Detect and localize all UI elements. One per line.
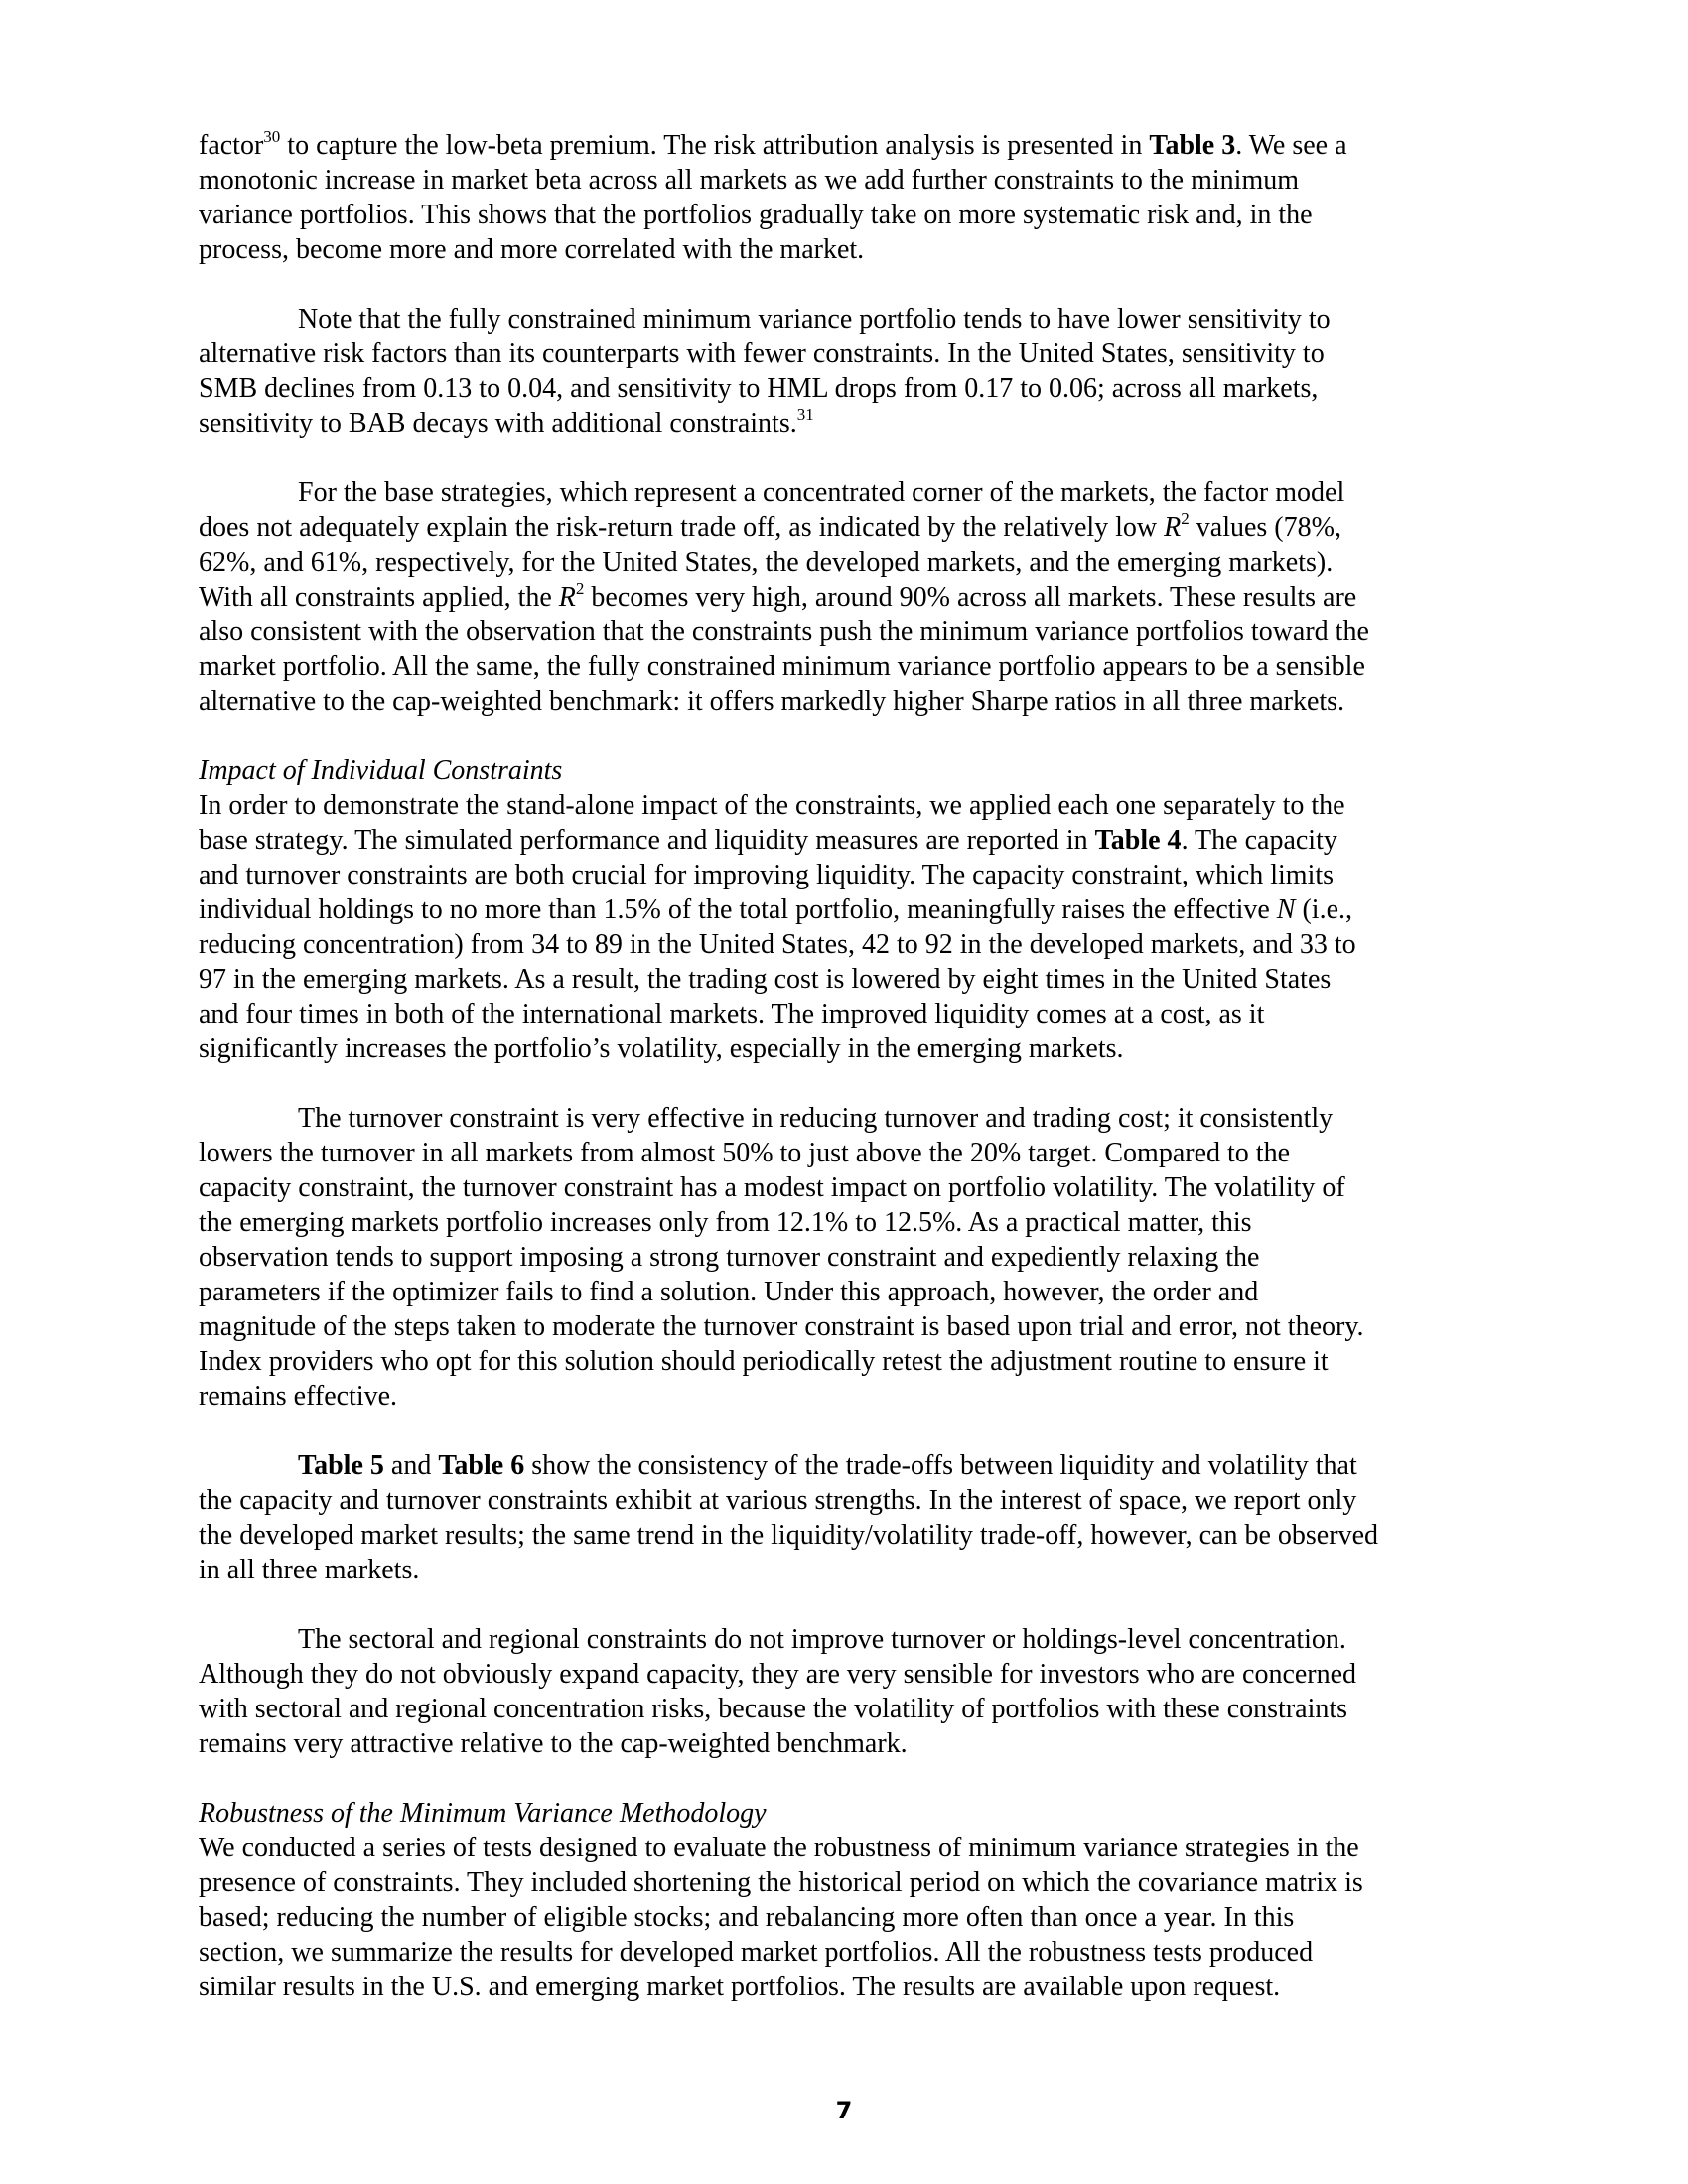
text-run: market portfolio. All the same, the fully constrained minimum variance portfolio appears to be a sensible (199, 651, 1365, 682)
text-run: with sectoral and regional concentration risks, because the volatility of portfolios with these constraints (199, 1694, 1348, 1724)
text-line (199, 232, 1489, 267)
text-line (199, 510, 1489, 545)
text-run: and four times in both of the international markets. The improved liquidity comes at a cost, as it (199, 999, 1265, 1029)
text-line (199, 1136, 1489, 1170)
paragraph-spacer (199, 267, 1489, 302)
text-line (199, 1448, 1489, 1483)
table-reference: Table 3 (1149, 130, 1236, 161)
text-line (199, 580, 1489, 614)
text-line (199, 406, 1489, 441)
document-body (199, 128, 1489, 2004)
text-run: variance portfolios. This shows that the portfolios gradually take on more systematic risk and, in the (199, 200, 1313, 230)
text-run: The sectoral and regional constraints do not improve turnover or holdings-level concentration. (298, 1624, 1346, 1655)
text-run: remains effective. (199, 1381, 398, 1412)
table-reference: Table 5 (298, 1450, 384, 1481)
body-paragraph (199, 1831, 1489, 2004)
text-line (199, 1865, 1489, 1900)
text-run: With all constraints applied, the (199, 582, 559, 613)
paragraph-spacer (199, 441, 1489, 476)
text-line (199, 1831, 1489, 1865)
text-line (199, 1379, 1489, 1414)
text-run: lowers the turnover in all markets from almost 50% to just above the 20% target. Compared to the (199, 1138, 1290, 1168)
paragraph-spacer (199, 1066, 1489, 1101)
text-line (199, 997, 1489, 1031)
text-run: (i.e., (1295, 894, 1353, 925)
text-line (199, 823, 1489, 858)
text-run: For the base strategies, which represent a concentrated corner of the markets, the factor model (298, 478, 1345, 508)
text-line (199, 1970, 1489, 2004)
text-run: process, become more and more correlated with the market. (199, 234, 865, 265)
text-line (199, 962, 1489, 997)
text-line (199, 545, 1489, 580)
text-run: . We see a (1235, 130, 1347, 161)
text-run: The turnover constraint is very effective in reducing turnover and trading cost; it consistently (298, 1103, 1334, 1134)
body-paragraph (199, 788, 1489, 1066)
text-run: observation tends to support imposing a strong turnover constraint and expediently relaxing the (199, 1242, 1260, 1273)
text-run: Note that the fully constrained minimum variance portfolio tends to have lower sensitivity to (298, 304, 1331, 335)
text-line (199, 1344, 1489, 1379)
text-run: and turnover constraints are both crucial for improving liquidity. The capacity constraint, which limits (199, 860, 1335, 890)
text-run: in all three markets. (199, 1555, 420, 1585)
text-run: similar results in the U.S. and emerging market portfolios. The results are available upon request. (199, 1972, 1281, 2002)
text-run: 97 in the emerging markets. As a result, the trading cost is lowered by eight times in the United States (199, 964, 1332, 995)
paragraph-spacer (199, 1587, 1489, 1622)
text-line (199, 198, 1489, 232)
section-heading: Impact of Individual Constraints (199, 755, 563, 786)
paragraph-spacer (199, 1761, 1489, 1796)
superscript: 2 (1181, 509, 1190, 528)
text-run: significantly increases the portfolio’s volatility, especially in the emerging markets. (199, 1033, 1124, 1064)
superscript: 30 (263, 127, 281, 146)
text-run: values (78%, (1189, 512, 1341, 543)
text-line (199, 1101, 1489, 1136)
text-line (199, 614, 1489, 649)
body-paragraph (199, 476, 1489, 719)
text-run: 62%, and 61%, respectively, for the United States, the developed markets, and the emerging markets). (199, 547, 1334, 578)
text-run: does not adequately explain the risk-return trade off, as indicated by the relatively low (199, 512, 1165, 543)
text-run: In order to demonstrate the stand-alone impact of the constraints, we applied each one separately to the (199, 790, 1345, 821)
paragraph-spacer (199, 1414, 1489, 1448)
text-line (199, 858, 1489, 892)
text-line (199, 1726, 1489, 1761)
math-symbol: N (1276, 894, 1296, 925)
text-run: sensitivity to BAB decays with additional constraints. (199, 408, 797, 439)
superscript: 31 (796, 405, 814, 424)
body-paragraph (199, 302, 1489, 441)
math-symbol: R (1164, 512, 1182, 543)
text-run: alternative to the cap-weighted benchmark: it offers markedly higher Sharpe ratios in all three markets. (199, 686, 1345, 717)
text-run: Although they do not obviously expand capacity, they are very sensible for investors who are concerned (199, 1659, 1357, 1690)
text-line (199, 1518, 1489, 1553)
text-line (199, 1170, 1489, 1205)
text-line (199, 371, 1489, 406)
text-run: also consistent with the observation that the constraints push the minimum variance portfolios toward the (199, 616, 1369, 647)
text-line (199, 927, 1489, 962)
text-run: the emerging markets portfolio increases only from 12.1% to 12.5%. As a practical matter, this (199, 1207, 1252, 1238)
page-number: 7 (835, 2097, 853, 2124)
text-line (199, 302, 1489, 337)
text-run: and (383, 1450, 439, 1481)
text-line (199, 788, 1489, 823)
text-line (199, 1900, 1489, 1935)
text-run: show the consistency of the trade-offs between liquidity and volatility that (524, 1450, 1357, 1481)
text-line (199, 1031, 1489, 1066)
text-run: We conducted a series of tests designed to evaluate the robustness of minimum variance strategies in the (199, 1833, 1359, 1863)
text-run: SMB declines from 0.13 to 0.04, and sensitivity to HML drops from 0.17 to 0.06; across all markets, (199, 373, 1319, 404)
text-run: individual holdings to no more than 1.5% of the total portfolio, meaningfully raises the effective (199, 894, 1277, 925)
text-line (199, 1692, 1489, 1726)
text-line (199, 337, 1489, 371)
text-line (199, 684, 1489, 719)
text-run: reducing concentration) from 34 to 89 in the United States, 42 to 92 in the developed markets, and 33 to (199, 929, 1356, 960)
body-paragraph (199, 1101, 1489, 1414)
text-run: parameters if the optimizer fails to find a solution. Under this approach, however, the order and (199, 1277, 1259, 1307)
section-heading: Robustness of the Minimum Variance Methodology (199, 1798, 767, 1829)
text-line (199, 476, 1489, 510)
text-run: section, we summarize the results for developed market portfolios. All the robustness tests produced (199, 1937, 1314, 1968)
text-line (199, 1553, 1489, 1587)
text-line (199, 892, 1489, 927)
text-run: base strategy. The simulated performance and liquidity measures are reported in (199, 825, 1095, 856)
table-reference: Table 4 (1094, 825, 1182, 856)
text-run: monotonic increase in market beta across all markets as we add further constraints to the minimum (199, 165, 1299, 196)
text-run: based; reducing the number of eligible stocks; and rebalancing more often than once a year. In this (199, 1902, 1295, 1933)
text-line (199, 1483, 1489, 1518)
text-run: Index providers who opt for this solution should periodically retest the adjustment routine to ensure it (199, 1346, 1329, 1377)
text-line (199, 1309, 1489, 1344)
text-run: remains very attractive relative to the cap-weighted benchmark. (199, 1728, 908, 1759)
paragraph-spacer (199, 719, 1489, 753)
text-line (199, 163, 1489, 198)
body-paragraph (199, 1622, 1489, 1761)
text-run: capacity constraint, the turnover constraint has a modest impact on portfolio volatility. The volatility of (199, 1172, 1345, 1203)
text-line (199, 128, 1489, 163)
text-line (199, 1657, 1489, 1692)
text-line (199, 1622, 1489, 1657)
text-run: to capture the low-beta premium. The risk attribution analysis is presented in (280, 130, 1150, 161)
superscript: 2 (575, 579, 585, 598)
text-line (199, 1240, 1489, 1275)
text-run: . The capacity (1181, 825, 1337, 856)
body-paragraph (199, 128, 1489, 267)
text-line (199, 1935, 1489, 1970)
text-run: alternative risk factors than its counterparts with fewer constraints. In the United States, sensitivity to (199, 339, 1325, 369)
table-reference: Table 6 (438, 1450, 525, 1481)
text-line (199, 1275, 1489, 1309)
text-line (199, 1205, 1489, 1240)
text-run: the capacity and turnover constraints exhibit at various strengths. In the interest of space, we report only (199, 1485, 1357, 1516)
math-symbol: R (558, 582, 576, 613)
text-line (199, 649, 1489, 684)
text-run: presence of constraints. They included shortening the historical period on which the covariance matrix is (199, 1867, 1363, 1898)
text-run: the developed market results; the same trend in the liquidity/volatility trade-off, however, can be observed (199, 1520, 1378, 1551)
body-paragraph (199, 1448, 1489, 1587)
text-run: magnitude of the steps taken to moderate the turnover constraint is based upon trial and error, not theory. (199, 1311, 1364, 1342)
text-run: factor (199, 130, 264, 161)
text-run: becomes very high, around 90% across all markets. These results are (584, 582, 1357, 613)
